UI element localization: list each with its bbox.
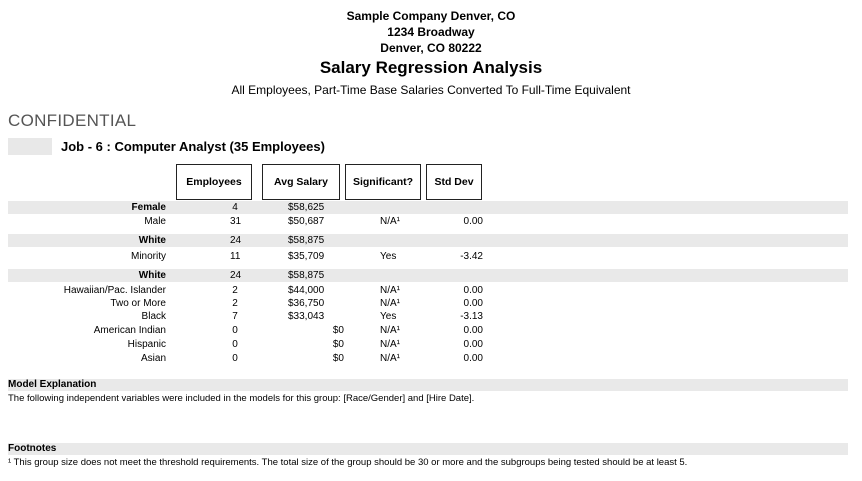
- significant-cell: Yes: [380, 251, 397, 262]
- employees-cell: 0: [232, 325, 238, 336]
- avg-salary-cell: $0: [332, 325, 344, 336]
- employees-cell: 11: [230, 251, 241, 262]
- avg-salary-cell: $0: [332, 353, 344, 364]
- std-dev-cell: 0.00: [463, 285, 483, 296]
- job-bar-swatch: [8, 138, 52, 155]
- row-label: White: [138, 235, 166, 246]
- footnotes-heading: Footnotes: [8, 443, 848, 455]
- row-label: Male: [144, 216, 166, 227]
- job-title: Job - 6 : Computer Analyst (35 Employees): [61, 139, 325, 154]
- table-row: [8, 352, 848, 365]
- table-row: [8, 201, 848, 214]
- table-row: [8, 269, 848, 282]
- report-subtitle: All Employees, Part-Time Base Salaries Converted To Full-Time Equivalent: [231, 83, 631, 97]
- employees-cell: 0: [232, 353, 238, 364]
- avg-salary-cell: $58,625: [288, 202, 325, 213]
- std-dev-cell: 0.00: [463, 216, 483, 227]
- significant-cell: N/A¹: [380, 353, 400, 364]
- company-address: 1234 Broadway: [387, 25, 475, 39]
- company-name: Sample Company Denver, CO: [346, 9, 516, 23]
- column-header-std-dev: Std Dev: [426, 164, 482, 200]
- confidential-label: CONFIDENTIAL: [8, 111, 137, 130]
- avg-salary-cell: $0: [332, 339, 344, 350]
- significant-cell: Yes: [380, 311, 397, 322]
- std-dev-cell: -3.42: [460, 251, 483, 262]
- employees-cell: 4: [232, 202, 238, 213]
- row-label: Asian: [140, 353, 166, 364]
- employees-cell: 0: [232, 339, 238, 350]
- significant-cell: N/A¹: [380, 298, 400, 309]
- employees-cell: 7: [232, 311, 238, 322]
- table-row: [8, 297, 848, 310]
- avg-salary-cell: $35,709: [288, 251, 325, 262]
- row-label: Female: [131, 202, 166, 213]
- table-row: [8, 215, 848, 228]
- table-row: [8, 338, 848, 351]
- row-label: Two or More: [110, 298, 166, 309]
- avg-salary-cell: $50,687: [288, 216, 325, 227]
- row-label: Hispanic: [127, 339, 166, 350]
- row-label: Hawaiian/Pac. Islander: [63, 285, 166, 296]
- company-city: Denver, CO 80222: [380, 41, 482, 55]
- employees-cell: 2: [232, 298, 238, 309]
- significant-cell: N/A¹: [380, 325, 400, 336]
- significant-cell: N/A¹: [380, 339, 400, 350]
- table-row: [8, 284, 848, 297]
- footnote-text: ¹ This group size does not meet the threshold requirements. The total size of the group should be 30 or more and the subgroups being tested should be at least 5.: [8, 457, 688, 468]
- significant-cell: N/A¹: [380, 285, 400, 296]
- column-header-employees: Employees: [176, 164, 252, 200]
- model-explanation-heading: Model Explanation: [8, 379, 848, 391]
- row-label: American Indian: [93, 325, 166, 336]
- model-explanation-text: The following independent variables were included in the models for this group: [Race/Gender] and [Hire Date].: [8, 393, 475, 404]
- report-title: Salary Regression Analysis: [319, 58, 543, 77]
- avg-salary-cell: $58,875: [288, 235, 325, 246]
- std-dev-cell: 0.00: [463, 339, 483, 350]
- table-row: [8, 324, 848, 337]
- row-label: Black: [141, 311, 166, 322]
- column-header-significant: Significant?: [345, 164, 421, 200]
- significant-cell: N/A¹: [380, 216, 400, 227]
- employees-cell: 31: [230, 216, 242, 227]
- employees-cell: 2: [232, 285, 238, 296]
- std-dev-cell: 0.00: [463, 353, 483, 364]
- table-row: [8, 234, 848, 247]
- std-dev-cell: 0.00: [463, 325, 483, 336]
- row-label: Minority: [130, 251, 166, 262]
- std-dev-cell: 0.00: [463, 298, 483, 309]
- column-header-avg-salary: Avg Salary: [262, 164, 340, 200]
- employees-cell: 24: [230, 235, 242, 246]
- employees-cell: 24: [230, 270, 242, 281]
- avg-salary-cell: $44,000: [288, 285, 325, 296]
- std-dev-cell: -3.13: [460, 311, 483, 322]
- table-row: [8, 250, 848, 263]
- row-label: White: [138, 270, 166, 281]
- table-row: [8, 310, 848, 323]
- avg-salary-cell: $36,750: [288, 298, 325, 309]
- avg-salary-cell: $33,043: [288, 311, 325, 322]
- avg-salary-cell: $58,875: [288, 270, 325, 281]
